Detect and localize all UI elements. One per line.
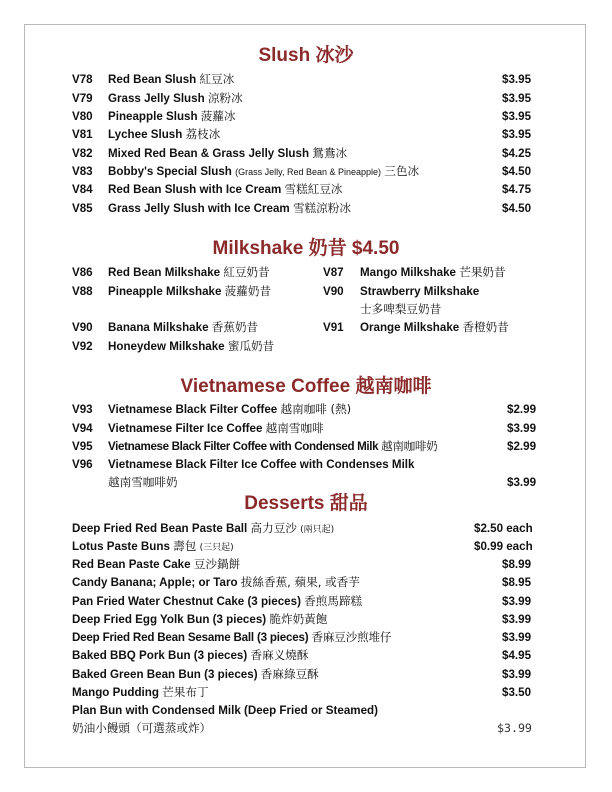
item-price: $2.50 each xyxy=(474,522,533,535)
item-price: $0.99 each xyxy=(474,540,533,553)
item-name: Baked BBQ Pork Bun (3 pieces) 香麻义燒酥 xyxy=(72,648,309,662)
item-code: V82 xyxy=(72,147,93,160)
item-price: $2.99 xyxy=(507,440,537,453)
item-code: V85 xyxy=(72,202,93,215)
item-code: V90 xyxy=(323,285,344,298)
milkshake-section-title: Milkshake 奶昔 $4.50 xyxy=(212,238,400,259)
item-name: Pan Fried Water Chestnut Cake (3 pieces) 香煎馬蹄糕 xyxy=(72,594,363,608)
item-price: $3.99 xyxy=(502,613,532,626)
item-name: Red Bean Paste Cake 豆沙鍋餅 xyxy=(72,557,241,571)
slush-section-title: Slush 冰沙 xyxy=(258,45,354,66)
item-name: Red Bean Slush 紅豆冰 xyxy=(108,72,235,86)
item-name: Vietnamese Filter Ice Coffee 越南雪咖啡 xyxy=(108,421,324,435)
item-code: V91 xyxy=(323,321,344,334)
item-price: $3.95 xyxy=(502,92,532,105)
item-price: $4.50 xyxy=(502,202,532,215)
item-code: V80 xyxy=(72,110,93,123)
item-name: Plan Bun with Condensed Milk (Deep Fried or Steamed) xyxy=(72,704,378,717)
item-name: Vietnamese Black Filter Ice Coffee with Condenses Milk xyxy=(108,458,415,471)
item-name: Deep Fried Red Bean Sesame Ball (3 pieces) 香麻豆沙煎堆仔 xyxy=(72,630,392,644)
item-name: Deep Fried Egg Yolk Bun (3 pieces) 脆炸奶黃飽 xyxy=(72,612,328,626)
item-price: $8.95 xyxy=(502,576,532,589)
item-price: $2.99 xyxy=(507,403,537,416)
item-price: $4.95 xyxy=(502,649,532,662)
item-code: V90 xyxy=(72,321,93,334)
item-name-cn: 士多啤梨豆奶昔 xyxy=(360,302,442,316)
item-price: $3.99 xyxy=(497,721,532,735)
item-name-cn: 奶油小饅頭（可選蒸或炸） xyxy=(72,721,212,735)
item-price: $4.75 xyxy=(502,183,532,196)
item-code: V87 xyxy=(323,266,344,279)
item-name: Red Bean Milkshake 紅豆奶昔 xyxy=(108,265,270,279)
item-name: Grass Jelly Slush with Ice Cream 雪糕涼粉冰 xyxy=(108,201,351,215)
item-name: Lychee Slush 荔枝冰 xyxy=(108,127,221,141)
item-price: $3.99 xyxy=(507,476,537,489)
item-price: $3.99 xyxy=(502,595,532,608)
item-name: Deep Fried Red Bean Paste Ball 高力豆沙 (兩只起) xyxy=(72,521,335,535)
item-name-cn: 越南雪咖啡奶 xyxy=(108,475,178,489)
item-code: V79 xyxy=(72,92,93,105)
item-name: Vietnamese Black Filter Coffee with Condensed Milk 越南咖啡奶 xyxy=(108,439,438,453)
item-price: $4.50 xyxy=(502,165,532,178)
item-name: Strawberry Milkshake xyxy=(360,285,480,298)
item-name: Pineapple Slush 菠蘿冰 xyxy=(108,109,236,123)
item-price: $3.99 xyxy=(507,422,537,435)
item-price: $3.99 xyxy=(502,631,532,644)
item-code: V83 xyxy=(72,165,93,178)
item-code: V95 xyxy=(72,440,93,453)
item-name: Red Bean Slush with Ice Cream 雪糕紅豆冰 xyxy=(108,182,343,196)
item-price: $3.95 xyxy=(502,73,532,86)
item-code: V86 xyxy=(72,266,93,279)
coffee-section-title: Vietnamese Coffee 越南咖啡 xyxy=(180,376,432,397)
item-price: $8.99 xyxy=(502,558,532,571)
item-price: $4.25 xyxy=(502,147,532,160)
item-code: V93 xyxy=(72,403,93,416)
item-name: Candy Banana; Apple; or Taro 拔絲香蕉, 蘋果, 或香芋 xyxy=(72,575,360,589)
item-name: Banana Milkshake 香蕉奶昔 xyxy=(108,320,259,334)
item-name: Honeydew Milkshake 蜜瓜奶昔 xyxy=(108,339,275,353)
item-name: Mixed Red Bean & Grass Jelly Slush 鴛鴦冰 xyxy=(108,146,348,160)
item-price: $3.95 xyxy=(502,128,532,141)
desserts-section-title: Desserts 甜品 xyxy=(244,493,368,514)
item-code: V78 xyxy=(72,73,93,86)
item-name: Baked Green Bean Bun (3 pieces) 香麻綠豆酥 xyxy=(72,667,319,681)
item-name: Orange Milkshake 香橙奶昔 xyxy=(360,320,509,334)
item-code: V94 xyxy=(72,422,93,435)
item-name: Bobby's Special Slush (Grass Jelly, Red Bean & Pineapple) 三色冰 xyxy=(108,164,420,178)
item-price: $3.50 xyxy=(502,686,532,699)
item-code: V96 xyxy=(72,458,93,471)
item-name: Vietnamese Black Filter Coffee 越南咖啡 (熱) xyxy=(108,402,352,416)
item-name: Pineapple Milkshake 菠蘿奶昔 xyxy=(108,284,272,298)
item-price: $3.99 xyxy=(502,668,532,681)
item-code: V92 xyxy=(72,340,93,353)
item-name: Mango Pudding 芒果布丁 xyxy=(72,685,209,699)
item-name: Grass Jelly Slush 涼粉冰 xyxy=(108,91,243,105)
item-code: V81 xyxy=(72,128,93,141)
item-code: V84 xyxy=(72,183,93,196)
item-name: Mango Milkshake 芒果奶昔 xyxy=(360,265,506,279)
item-price: $3.95 xyxy=(502,110,532,123)
item-code: V88 xyxy=(72,285,93,298)
item-name: Lotus Paste Buns 壽包 (三只起) xyxy=(72,539,234,553)
